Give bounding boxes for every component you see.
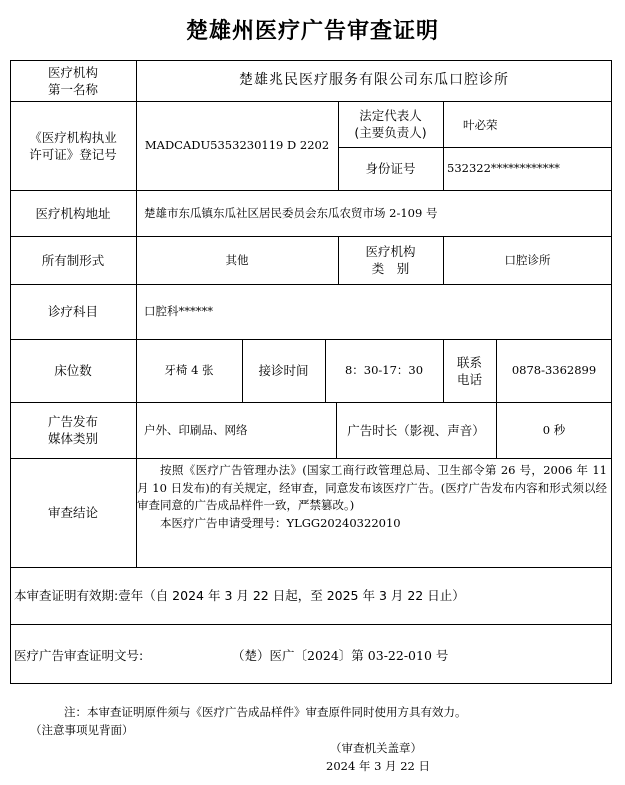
- phone-label: 联系 电话: [456, 354, 482, 387]
- beds-value: 牙椅 4 张: [164, 363, 214, 377]
- document-number-value: （楚）医广〔2024〕第 03-22-010 号: [232, 648, 449, 663]
- institution-category-value: 口腔诊所: [504, 252, 551, 267]
- hours-label: 接诊时间: [258, 363, 309, 378]
- duration-value: 0 秒: [542, 422, 566, 437]
- seal-note: （审查机关盖章）: [330, 741, 422, 755]
- usage-note: 注：本审查证明原件须与《医疗广告成品样件》审查原件同时使用方具有效力。: [64, 705, 467, 719]
- conclusion-paragraph: 按照《医疗广告管理办法》(国家工商行政管理总局、卫生部令第 26 号，2006 年 11 月 10 日发布)的有关规定，经审查，同意发布该医疗广告。(医疗广告发布内容和形式须以经审查同意的广告成品样件一致，严禁篡改。): [137, 463, 607, 512]
- see-back-note: （注意事项见背面）: [30, 723, 134, 737]
- address-label: 医疗机构地址: [35, 205, 111, 221]
- institution-category-label: 医疗机构 类 别: [365, 244, 416, 276]
- id-number-value: 532322************: [447, 161, 560, 175]
- ownership-label: 所有制形式: [41, 252, 105, 268]
- license-value: MADCADU5353230119 D 2202: [144, 138, 330, 152]
- issue-date: 2024 年 3 月 22 日: [326, 759, 430, 773]
- subjects-value: 口腔科******: [144, 304, 213, 318]
- legal-representative-value: 叶必荣: [463, 118, 498, 132]
- document-number-label: 医疗广告审查证明文号:: [14, 648, 144, 663]
- media-value: 户外、印刷品、网络: [144, 422, 248, 437]
- license-label: 《医疗机构执业 许可证》登记号: [29, 129, 117, 162]
- institution-name-label: 医疗机构 第一名称: [47, 64, 98, 97]
- legal-representative-label: 法定代表人 (主要负责人): [354, 108, 427, 140]
- ownership-value: 其他: [225, 252, 249, 267]
- beds-label: 床位数: [54, 363, 92, 378]
- validity-period: 本审查证明有效期:壹年（自 2024 年 3 月 22 日起，至 2025 年 3 月 22 日止）: [14, 588, 465, 603]
- subjects-label: 诊疗科目: [47, 304, 98, 319]
- application-number: 本医疗广告申请受理号：YLGG20240322010: [160, 515, 401, 530]
- hours-value: 8：30-17：30: [344, 363, 424, 377]
- institution-name-value: 楚雄兆民医疗服务有限公司东瓜口腔诊所: [239, 72, 509, 88]
- conclusion-text: [137, 462, 607, 532]
- page-title: 楚雄州医疗广告审查证明: [185, 19, 439, 44]
- phone-value: 0878-3362899: [511, 363, 597, 377]
- id-number-label: 身份证号: [365, 161, 416, 176]
- address-value: 楚雄市东瓜镇东瓜社区居民委员会东瓜农贸市场 2-109 号: [144, 205, 438, 220]
- conclusion-label: 审查结论: [47, 505, 98, 520]
- media-label: 广告发布 媒体类别: [47, 414, 98, 446]
- duration-label: 广告时长（影视、声音）: [347, 422, 485, 438]
